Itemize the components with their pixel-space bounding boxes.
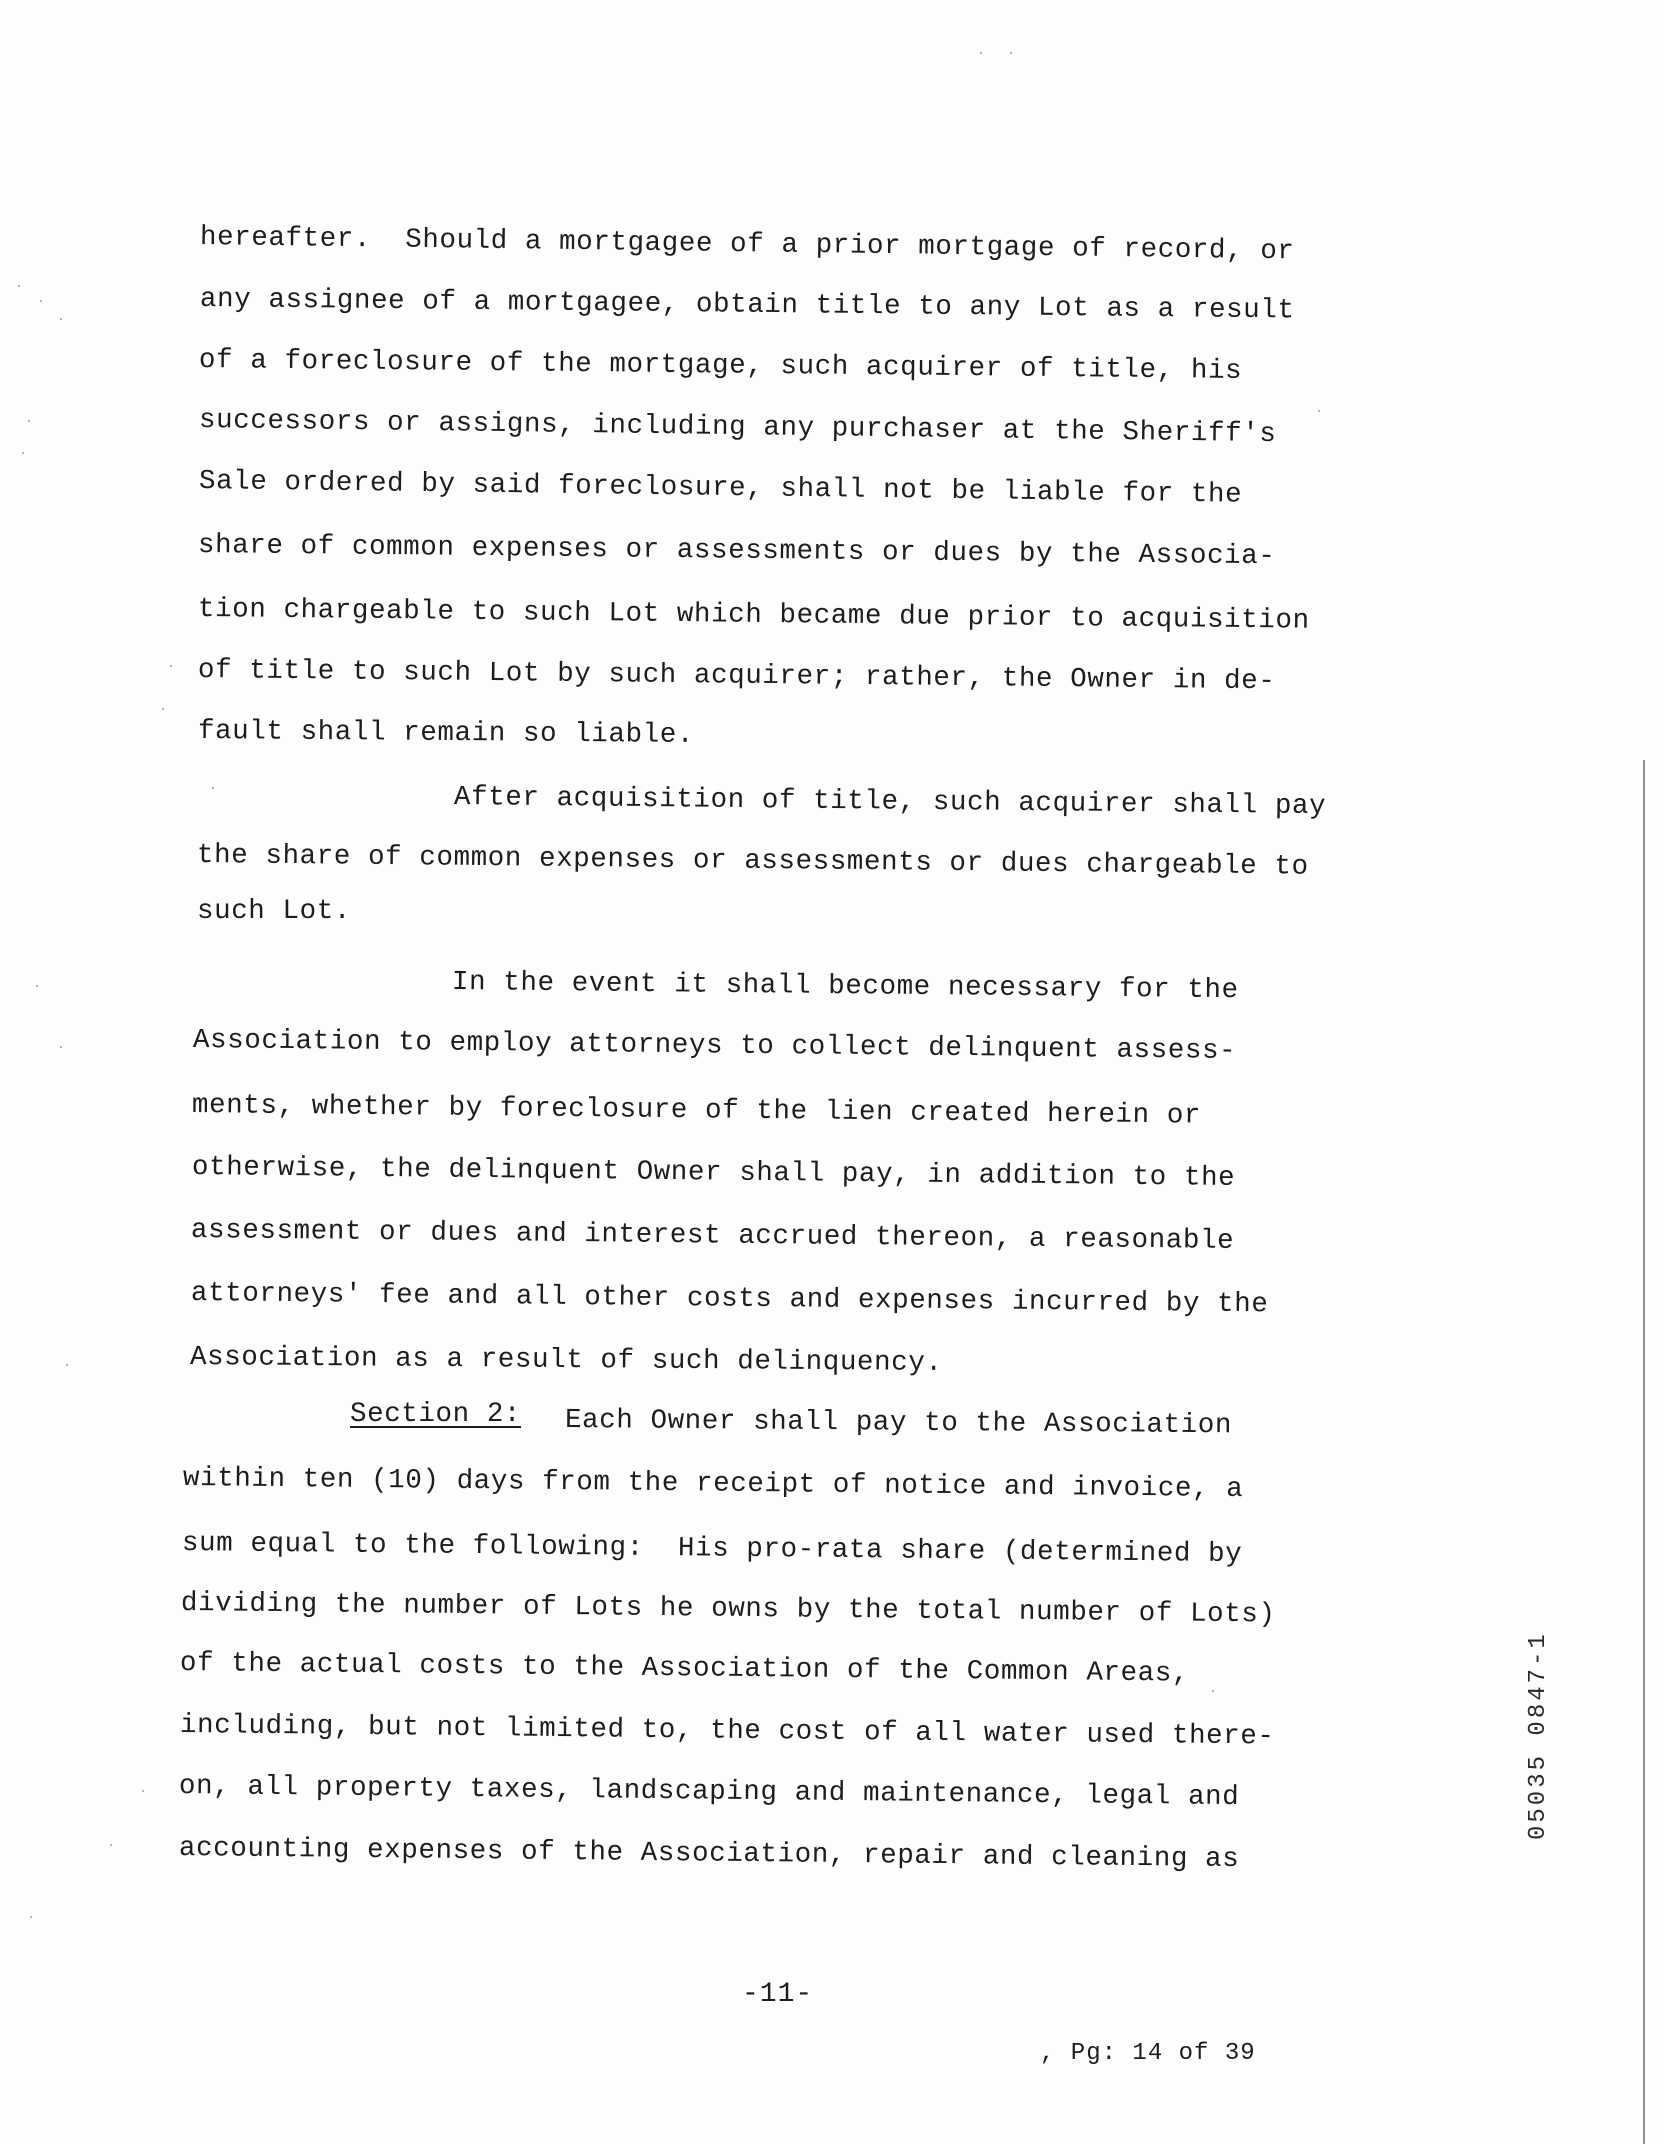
text-line: the share of common expenses or assessments or dues chargeable to <box>196 840 1309 883</box>
text-line: dividing the number of Lots he owns by the total number of Lots) <box>180 1588 1276 1631</box>
text-line: tion chargeable to such Lot which became due prior to acquisition <box>197 594 1310 637</box>
text-line: attorneys' fee and all other costs and expenses incurred by the <box>190 1278 1269 1321</box>
text-line: of the actual costs to the Association of the Common Areas, <box>179 1648 1190 1690</box>
text-line: of a foreclosure of the mortgage, such acquirer of title, his <box>198 345 1243 387</box>
section-heading: Section 2: <box>350 1399 522 1430</box>
text-line: Association to employ attorneys to collect delinquent assess- <box>192 1025 1237 1067</box>
scan-speck <box>162 708 164 710</box>
text-line: of title to such Lot by such acquirer; rather, the Owner in de- <box>197 655 1276 698</box>
text-line: share of common expenses or assessments or dues by the Associa- <box>197 530 1276 573</box>
text-line: assessment or dues and interest accrued thereon, a reasonable <box>190 1215 1235 1257</box>
text-line: After acquisition of title, such acquirer shall pay <box>453 782 1327 823</box>
text-line: fault shall remain so liable. <box>197 716 695 751</box>
text-line: ments, whether by foreclosure of the lien created herein or <box>191 1090 1202 1132</box>
text-line: any assignee of a mortgagee, obtain title to any Lot as a result <box>199 284 1295 327</box>
text-line: successors or assigns, including any purchaser at the Sheriff's <box>198 405 1277 451</box>
side-stamp <box>1525 1540 1555 1840</box>
scan-speck <box>170 665 172 667</box>
scan-speck <box>1010 52 1012 54</box>
page-count-footer: , Pg: 14 of 39 <box>1040 2040 1256 2067</box>
scan-speck <box>60 318 62 320</box>
scan-edge-rule <box>1643 760 1645 2144</box>
text-line: Association as a result of such delinquency. <box>189 1342 943 1379</box>
text-line: hereafter. Should a mortgagee of a prior mortgage of record, or <box>199 222 1295 268</box>
text-line: Each Owner shall pay to the Association <box>564 1405 1233 1442</box>
text-line: Sale ordered by said foreclosure, shall not be liable for the <box>198 466 1243 511</box>
scan-speck <box>110 1844 112 1846</box>
text-line: on, all property taxes, landscaping and maintenance, legal and <box>178 1771 1240 1814</box>
scan-speck <box>36 985 38 987</box>
text-line: within ten (10) days from the receipt of notice and invoice, a <box>182 1463 1244 1506</box>
scan-speck <box>1212 1690 1214 1692</box>
side-stamp-text: 05035 0847-1 <box>1525 1631 1552 1840</box>
text-line: accounting expenses of the Association, repair and cleaning as <box>178 1833 1240 1876</box>
text-line: including, but not limited to, the cost of all water used there- <box>179 1710 1275 1753</box>
page-number: -11- <box>742 1979 814 2010</box>
scan-speck <box>66 1364 68 1366</box>
text-line: such Lot. <box>197 896 351 927</box>
scan-speck <box>18 285 20 287</box>
scan-speck <box>40 300 42 302</box>
scan-speck <box>212 787 214 789</box>
scan-speck <box>142 1790 144 1792</box>
text-line: sum equal to the following: His pro-rata share (determined by <box>181 1528 1243 1571</box>
text-line: In the event it shall become necessary for the <box>451 967 1239 1007</box>
scan-speck <box>28 420 30 422</box>
scan-speck <box>980 52 982 54</box>
scan-speck <box>1318 410 1320 412</box>
scan-speck <box>30 1916 32 1918</box>
scan-speck <box>60 1046 62 1048</box>
scan-speck <box>22 452 24 454</box>
text-line: otherwise, the delinquent Owner shall pay, in addition to the <box>191 1152 1236 1194</box>
